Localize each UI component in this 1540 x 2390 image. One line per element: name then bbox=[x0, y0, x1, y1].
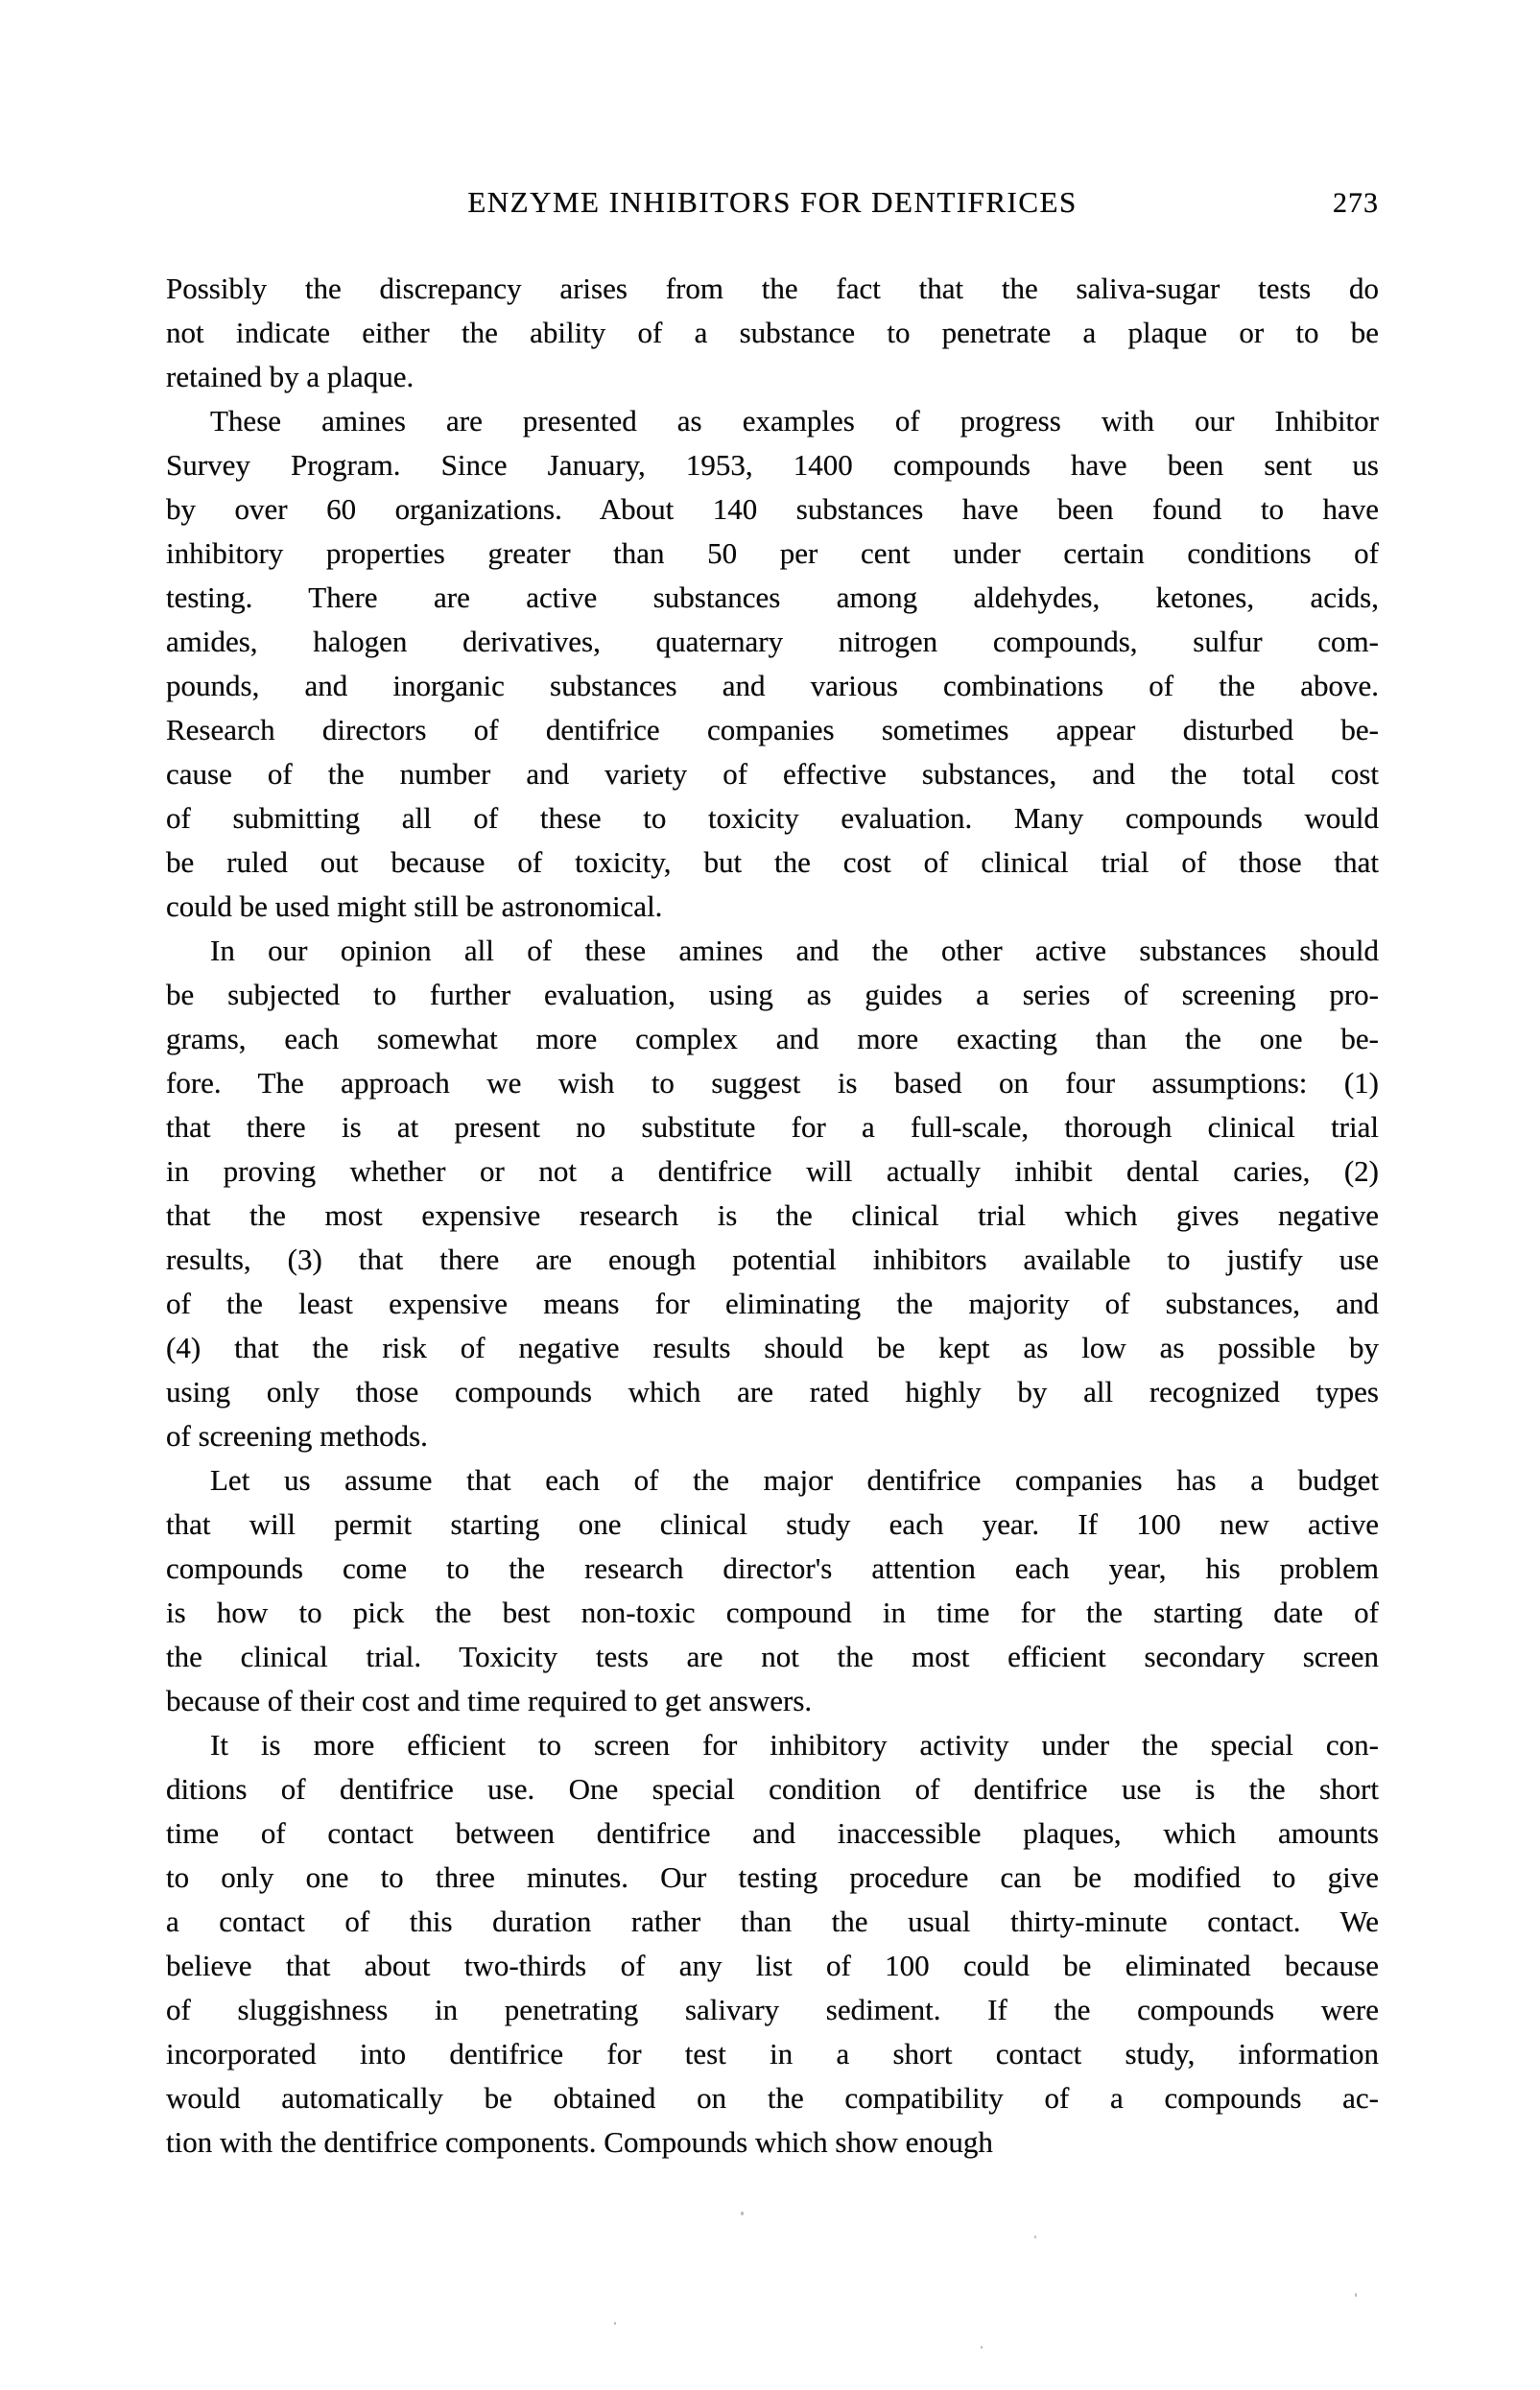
text-line: of the least expensive means for eliminating the majority of substances, and bbox=[166, 1287, 1379, 1320]
page-number: 273 bbox=[1333, 187, 1379, 219]
text-line: could be used might still be astronomical. bbox=[166, 889, 663, 923]
text-line: Let us assume that each of the major dentifrice companies has a budget bbox=[210, 1463, 1379, 1497]
paragraph bbox=[166, 399, 1379, 929]
text-line: cause of the number and variety of effective substances, and the total cost bbox=[166, 757, 1379, 791]
text-line: In our opinion all of these amines and the other active substances should bbox=[210, 934, 1379, 967]
text-line: because of their cost and time required to get answers. bbox=[166, 1684, 813, 1717]
text-line: that there is at present no substitute for a full-scale, thorough clinical trial bbox=[166, 1110, 1379, 1144]
text-line: (4) that the risk of negative results should be kept as low as possible by bbox=[166, 1331, 1379, 1364]
text-line: testing. There are active substances among aldehydes, ketones, acids, bbox=[166, 580, 1379, 614]
scan-speck bbox=[981, 2346, 983, 2349]
text-line: grams, each somewhat more complex and more exacting than the one be- bbox=[166, 1022, 1379, 1055]
text-line: be ruled out because of toxicity, but the cost of clinical trial of those that bbox=[166, 845, 1379, 879]
text-line: by over 60 organizations. About 140 substances have been found to have bbox=[166, 492, 1379, 526]
text-line: amides, halogen derivatives, quaternary nitrogen compounds, sulfur com- bbox=[166, 625, 1379, 658]
text-line: of submitting all of these to toxicity evaluation. Many compounds would bbox=[166, 801, 1379, 835]
paragraph bbox=[166, 267, 1379, 399]
text-line: in proving whether or not a dentifrice will actually inhibit dental caries, (2) bbox=[166, 1154, 1379, 1188]
text-line: the clinical trial. Toxicity tests are not the most efficient secondary screen bbox=[166, 1640, 1379, 1673]
scan-speck bbox=[614, 2322, 616, 2325]
scan-speck bbox=[1355, 2293, 1357, 2297]
text-line: inhibitory properties greater than 50 per cent under certain conditions of bbox=[166, 536, 1379, 570]
text-line: Research directors of dentifrice companies sometimes appear disturbed be- bbox=[166, 713, 1379, 746]
text-line: It is more efficient to screen for inhibitory activity under the special con- bbox=[210, 1728, 1379, 1762]
text-line: ditions of dentifrice use. One special condition of dentifrice use is the short bbox=[166, 1772, 1379, 1806]
text-line: that will permit starting one clinical study each year. If 100 new active bbox=[166, 1507, 1379, 1541]
text-line: be subjected to further evaluation, using as guides a series of screening pro- bbox=[166, 978, 1379, 1011]
text-line: would automatically be obtained on the compatibility of a compounds ac- bbox=[166, 2081, 1379, 2115]
text-line: incorporated into dentifrice for test in a short contact study, information bbox=[166, 2037, 1379, 2071]
text-line: to only one to three minutes. Our testing procedure can be modified to give bbox=[166, 1860, 1379, 1894]
scan-speck bbox=[1034, 2236, 1036, 2238]
text-line: not indicate either the ability of a substance to penetrate a plaque or to be bbox=[166, 316, 1379, 349]
paragraph bbox=[166, 1458, 1379, 1723]
text-line: that the most expensive research is the clinical trial which gives negative bbox=[166, 1198, 1379, 1232]
text-line: time of contact between dentifrice and inaccessible plaques, which amounts bbox=[166, 1816, 1379, 1850]
running-header bbox=[166, 185, 1379, 229]
text-line: Possibly the discrepancy arises from the fact that the saliva-sugar tests do bbox=[166, 272, 1379, 305]
paragraph bbox=[166, 1723, 1379, 2165]
text-line: using only those compounds which are rated highly by all recognized types bbox=[166, 1375, 1379, 1408]
paragraph bbox=[166, 929, 1379, 1458]
scan-speck bbox=[741, 2212, 744, 2215]
text-line: These amines are presented as examples of progress with our Inhibitor bbox=[210, 404, 1379, 438]
text-line: believe that about two-thirds of any list of 100 could be eliminated because bbox=[166, 1949, 1379, 1982]
text-line: is how to pick the best non-toxic compound in time for the starting date of bbox=[166, 1596, 1379, 1629]
text-line: fore. The approach we wish to suggest is based on four assumptions: (1) bbox=[166, 1066, 1379, 1100]
text-line: results, (3) that there are enough potential inhibitors available to justify use bbox=[166, 1242, 1379, 1276]
text-line: pounds, and inorganic substances and various combinations of the above. bbox=[166, 669, 1379, 702]
text-line: Survey Program. Since January, 1953, 1400 compounds have been sent us bbox=[166, 448, 1379, 482]
text-line: of screening methods. bbox=[166, 1419, 428, 1453]
text-line: of sluggishness in penetrating salivary sediment. If the compounds were bbox=[166, 1993, 1379, 2026]
text-line: a contact of this duration rather than the usual thirty-minute contact. We bbox=[166, 1905, 1379, 1938]
text-line: tion with the dentifrice components. Compounds which show enough bbox=[166, 2125, 993, 2159]
text-line: compounds come to the research director's attention each year, his problem bbox=[166, 1551, 1379, 1585]
page-body bbox=[166, 267, 1379, 2165]
running-header-title: ENZYME INHIBITORS FOR DENTIFRICES bbox=[467, 185, 1078, 219]
text-line: retained by a plaque. bbox=[166, 360, 415, 393]
